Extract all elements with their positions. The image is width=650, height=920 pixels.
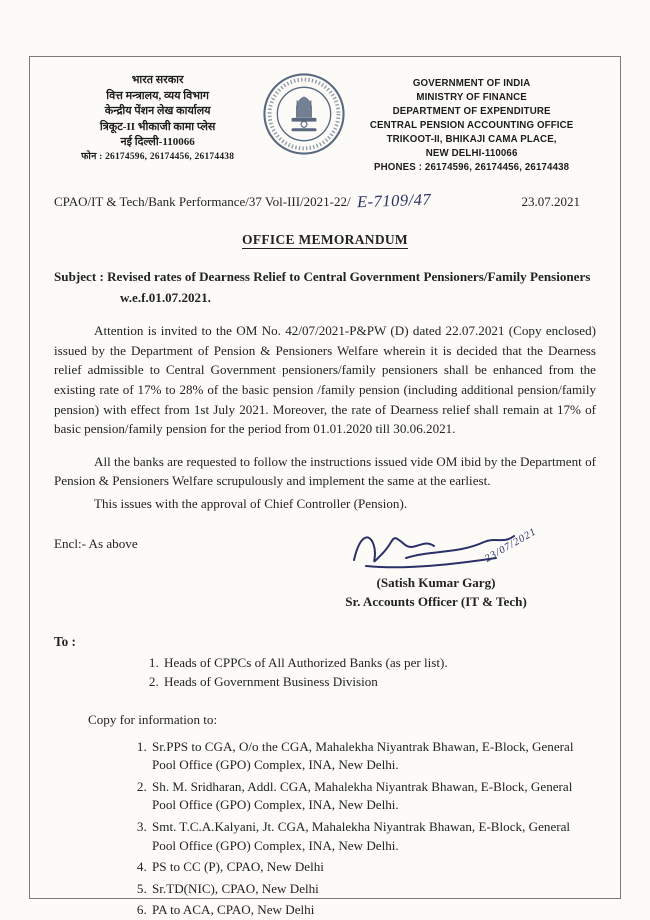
body-paragraph-1: Attention is invited to the OM No. 42/07/2021-P&PW (D) dated 22.07.2021 (Copy enclosed) issued by the Department of Pension & Pensioners Welfare wherein it is decided that the Dearness relief admissible to Central Government pensioners/family pensioners shall be enhanced from the existing rate of 17% to 28% of the basic pension /family pension (including additional pension/family pension) with effect from 1st July 2021. Moreover, the rate of Dearness relief shall remain at 17% of basic pension/family pension for the period from 01.01.2020 till 30.06.2021.: [54, 323, 596, 437]
hindi-line-phones: फोन : 26174596, 26174456, 26174438: [81, 152, 235, 163]
signature-block: [276, 526, 596, 612]
eng-line-address: TRIKOOT-II, BHIKAJI CAMA PLACE,: [386, 134, 557, 146]
memo-title-row: [54, 231, 596, 249]
eng-line-office: CENTRAL PENSION ACCOUNTING OFFICE: [369, 120, 574, 132]
copy-list: [54, 738, 596, 920]
reference-date: 23.07.2021: [521, 194, 580, 210]
copy-for-information-label: Copy for information to:: [88, 711, 218, 727]
letterhead-hindi-block: [54, 65, 261, 165]
memo-title: OFFICE MEMORANDUM: [242, 232, 408, 248]
copy-item-1: 1. Sr.PPS to CGA, O/o the CGA, Mahalekha Niyantrak Bhawan, E-Block, General Pool Office (GPO) Complex, INA, New Delhi.: [150, 738, 596, 775]
hindi-line-city: नई दिल्ली-110066: [120, 136, 195, 149]
body-paragraph-2: All the banks are requested to follow the instructions issued vide OM ibid by the Department of Pension & Pensioners Welfare scrupulously and implement the same at the earliest.: [54, 453, 596, 489]
subject-line: Subject : Revised rates of Dearness Relief to Central Government Pensioners/Family Pensioners w.e.f.01.07.2021.: [54, 269, 591, 305]
letterhead: [54, 65, 596, 175]
hindi-line-ministry: वित्त मन्त्रालय, व्यय विभाग: [106, 89, 209, 102]
signature-scribble-zone: [276, 526, 596, 574]
eng-line-department: DEPARTMENT OF EXPENDITURE: [392, 106, 551, 118]
to-item-2: 2. Heads of Government Business Division: [162, 673, 596, 692]
signature-handwritten-date: 23/07/2021: [483, 526, 539, 565]
reference-line: [54, 191, 596, 211]
copy-item-3: 3. Smt. T.C.A.Kalyani, Jt. CGA, Mahalekha Niyantrak Bhawan, E-Block, General Pool Office (GPO) Complex, INA, New Delhi.: [150, 818, 596, 855]
office-round-seal: [261, 65, 347, 162]
copy-item-6: 6. PA to ACA, CPAO, New Delhi: [150, 901, 596, 920]
hindi-line-address: त्रिकूट-II भीकाजी कामा प्लेस: [99, 120, 216, 133]
letterhead-english-block: [347, 65, 596, 175]
eng-line-phones: PHONES : 26174596, 26174456, 26174438: [374, 162, 570, 174]
reference-handwritten-number: E-7109/47: [356, 190, 432, 212]
enclosure-signature-row: [54, 526, 596, 612]
eng-line-city: NEW DELHI-110066: [425, 148, 518, 160]
to-list: [54, 654, 596, 692]
emblem-seal-icon: [261, 71, 347, 157]
hindi-line-office: केन्द्रीय पेंशन लेख कार्यालय: [104, 105, 211, 118]
copy-item-4: 4. PS to CC (P), CPAO, New Delhi: [150, 858, 596, 877]
signatory-name: (Satish Kumar Garg): [376, 574, 496, 590]
to-item-1: 1. Heads of CPPCs of All Authorized Banks (as per list).: [162, 654, 596, 673]
eng-line-ministry: MINISTRY OF FINANCE: [416, 92, 527, 104]
copy-item-5: 5. Sr.TD(NIC), CPAO, New Delhi: [150, 880, 596, 899]
body-paragraph-3: This issues with the approval of Chief Controller (Pension).: [94, 496, 408, 512]
copy-item-2: 2. Sh. M. Sridharan, Addl. CGA, Mahalekha Niyantrak Bhawan, E-Block, General Pool Office (GPO) Complex, INA, New Delhi.: [150, 778, 596, 815]
eng-line-govt: GOVERNMENT OF INDIA: [412, 78, 531, 89]
enclosure-note: Encl:- As above: [54, 535, 138, 551]
document-border-frame: [29, 56, 621, 918]
signatory-designation: Sr. Accounts Officer (IT & Tech): [345, 593, 527, 609]
reference-number: CPAO/IT & Tech/Bank Performance/37 Vol-III/2021-22/: [54, 194, 351, 210]
to-label: To :: [54, 633, 76, 649]
hindi-line-govt: भारत सरकार: [131, 74, 184, 86]
